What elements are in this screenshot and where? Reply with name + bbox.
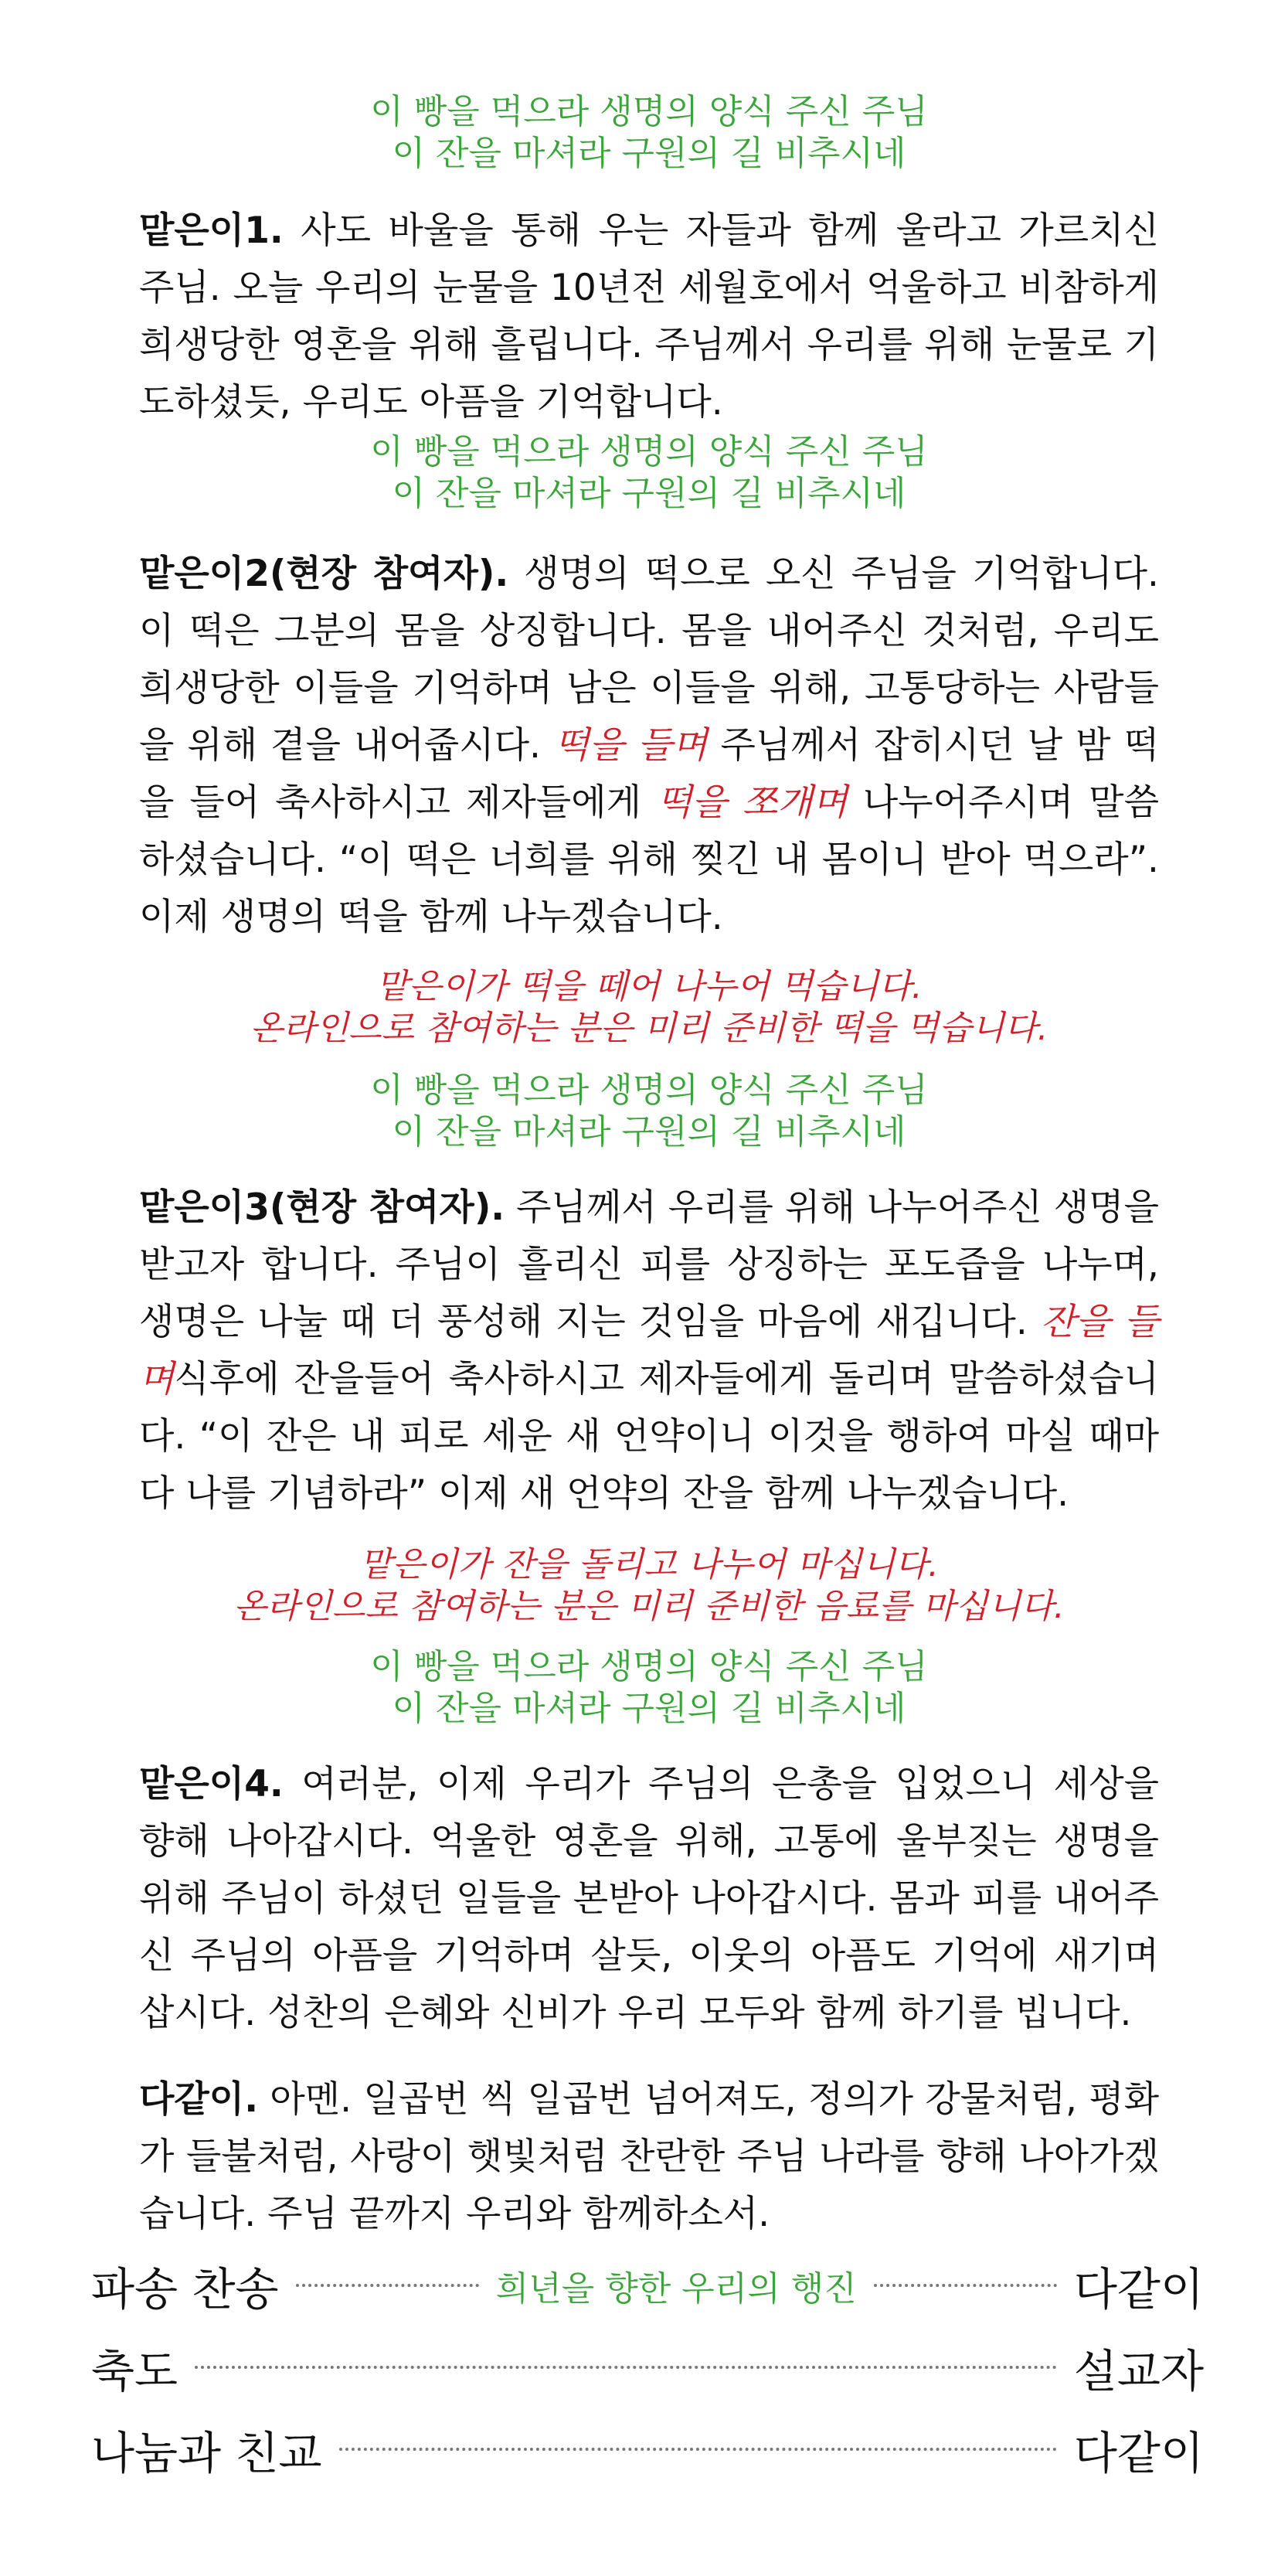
order-item-role: 다같이: [1073, 2427, 1204, 2479]
liturgy-paragraph-all: [139, 2071, 1159, 2243]
leader-dots: [339, 2448, 1057, 2451]
order-item-fellowship: [91, 2414, 1204, 2484]
speaker-label: 맡은이3(현장 참여자).: [139, 1186, 505, 1229]
leader-dots: [296, 2284, 479, 2287]
liturgy-paragraph-3: [139, 1179, 1159, 1523]
refrain-block: [139, 431, 1159, 515]
order-item-label: 파송 찬송: [91, 2263, 279, 2316]
refrain-line-1: 이 빵을 먹으라 생명의 양식 주신 주님: [370, 92, 928, 131]
order-item-benediction: [91, 2333, 1204, 2402]
speaker-label: 다같이.: [139, 2078, 259, 2121]
paragraph-text: 아멘. 일곱번 씩 일곱번 넘어져도, 정의가 강물처럼, 평화가 들불처럼, 사랑이 햇빛처럼 찬란한 주님 나라를 향해 나아가겠습니다. 주님 끝까지 우리와 함께하소서.: [139, 2078, 1159, 2235]
paragraph-text: 사도 바울을 통해 우는 자들과 함께 울라고 가르치신 주님. 오늘 우리의 눈물을 10년전 세월호에서 억울하고 비참하게 희생당한 영혼을 위해 흘립니다. 주님께서 우리를 위해 눈물로 기도하셨듯, 우리도 아픔을 기억합니다.: [139, 209, 1159, 424]
rubric-line-2: 온라인으로 참여하는 분은 미리 준비한 음료를 마십니다.: [233, 1587, 1065, 1626]
rubric-line-1: 맡은이가 떡을 떼어 나누어 먹습니다.: [376, 967, 923, 1006]
order-item-role: 다같이: [1073, 2263, 1204, 2316]
rubric-inline: 잔을 들며: [139, 1301, 1159, 1400]
paragraph-text: 주님께서 우리를 위해 나누어주신 생명을 받고자 합니다. 주님이 흘리신 피를 상징하는 포도즙을 나누며, 생명은 나눌 때 더 풍성해 지는 것임을 마음에 새깁니다.: [139, 1186, 1159, 1343]
rubric-line-1: 맡은이가 잔을 돌리고 나누어 마십니다.: [359, 1545, 939, 1584]
paragraph-text: 나누어주시며 말씀하셨습니다. “이 떡은 너희를 위해 찢긴 내 몸이니 받아 먹으라”. 이제 생명의 떡을 함께 나누겠습니다.: [139, 781, 1159, 938]
rubric-inline: 떡을 들며: [553, 724, 708, 767]
leader-dots: [195, 2366, 1057, 2369]
refrain-block: [139, 1646, 1159, 1730]
liturgy-paragraph-2: [139, 546, 1159, 946]
liturgy-paragraph-1: [139, 202, 1159, 431]
refrain-line-2: 이 잔을 마셔라 구원의 길 비추시네: [392, 1112, 906, 1152]
paragraph-text: 여러분, 이제 우리가 주님의 은총을 입었으니 세상을 향해 나아갑시다. 억울한 영혼을 위해, 고통에 울부짖는 생명을 위해 주님이 하셨던 일들을 본받아 나아갑시다. 몸과 피를 내어주신 주님의 아픔을 기억하며 살듯, 이웃의 아픔도 기억에 새기며 삽시다. 성찬의 은혜와 신비가 우리 모두와 함께 하기를 빕니다.: [139, 1763, 1159, 2034]
refrain-line-2: 이 잔을 마셔라 구원의 길 비추시네: [392, 134, 906, 173]
order-item-role: 설교자: [1073, 2345, 1204, 2397]
refrain-block: [139, 1070, 1159, 1153]
rubric-inline: 떡을 쪼개며: [656, 781, 848, 824]
paragraph-text: 주님께서 잡히시던 날 밤 떡을 들어 축사하시고 제자들에게: [139, 724, 1159, 824]
hymn-title: 희년을 향한 우리의 행진: [495, 2269, 857, 2309]
refrain-line-2: 이 잔을 마셔라 구원의 길 비추시네: [392, 1689, 906, 1728]
leader-dots: [874, 2284, 1057, 2287]
order-item-label: 축도: [91, 2345, 178, 2397]
liturgy-paragraph-4: [139, 1756, 1159, 2042]
speaker-label: 맡은이2(현장 참여자).: [139, 553, 509, 595]
refrain-block: [139, 91, 1159, 175]
order-item-sending-hymn: [91, 2251, 1204, 2320]
refrain-line-2: 이 잔을 마셔라 구원의 길 비추시네: [392, 474, 906, 513]
refrain-line-1: 이 빵을 먹으라 생명의 양식 주신 주님: [370, 432, 928, 471]
rubric-line-2: 온라인으로 참여하는 분은 미리 준비한 떡을 먹습니다.: [250, 1009, 1048, 1048]
refrain-line-1: 이 빵을 먹으라 생명의 양식 주신 주님: [370, 1647, 928, 1686]
speaker-label: 맡은이1.: [139, 209, 284, 252]
speaker-label: 맡은이4.: [139, 1763, 284, 1805]
rubric-block: [139, 1544, 1159, 1628]
paragraph-text: 생명의 떡으로 오신 주님을 기억합니다. 이 떡은 그분의 몸을 상징합니다. 몸을 내어주신 것처럼, 우리도 희생당한 이들을 기억하며 남은 이들을 위해, 고통당하는 사람들을 위해 곁을 내어줍시다.: [139, 553, 1159, 767]
refrain-line-1: 이 빵을 먹으라 생명의 양식 주신 주님: [370, 1070, 928, 1110]
rubric-block: [139, 966, 1159, 1050]
order-item-label: 나눔과 친교: [91, 2427, 322, 2479]
paragraph-text: 식후에 잔을들어 축사하시고 제자들에게 돌리며 말씀하셨습니다. “이 잔은 내 피로 세운 새 언약이니 이것을 행하여 마실 때마다 나를 기념하라” 이제 새 언약의 잔을 함께 나누겠습니다.: [139, 1358, 1159, 1515]
